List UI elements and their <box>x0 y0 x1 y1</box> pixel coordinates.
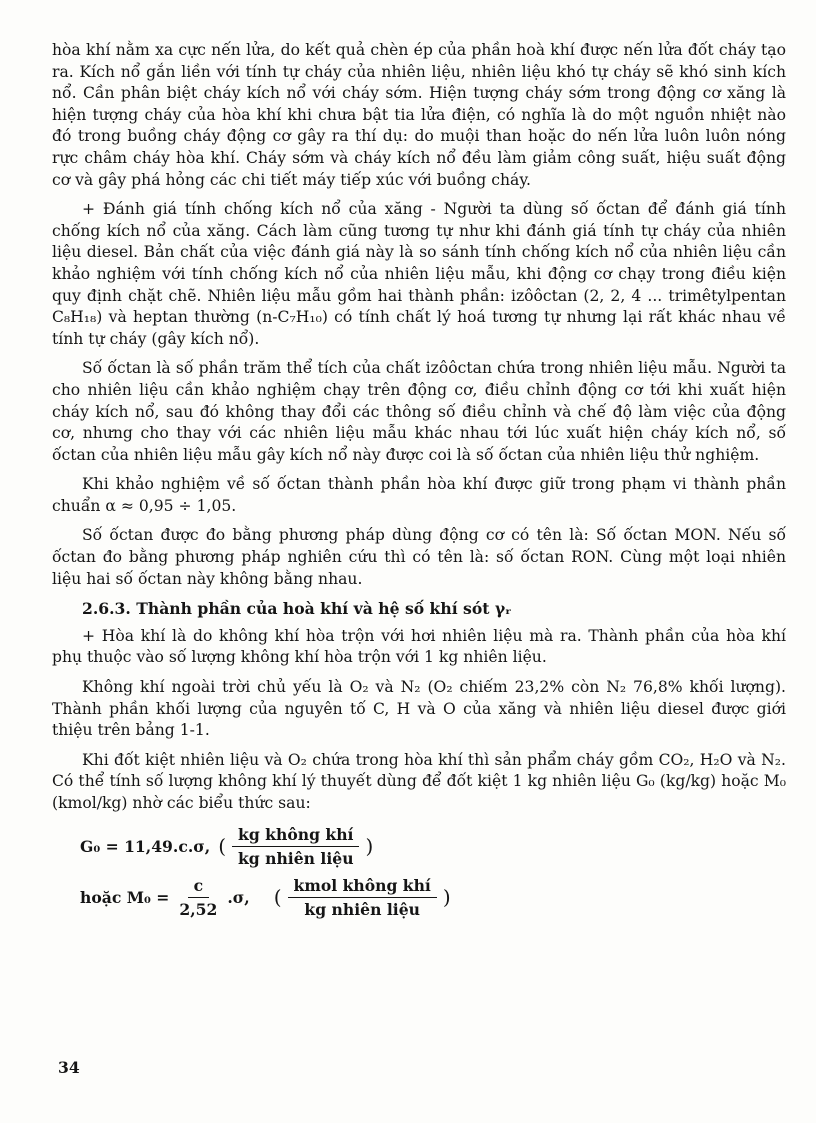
paragraph-test-mixture: Khi khảo nghiệm về số ốctan thành phần hòa khí được giữ trong phạm vi thành phần chuẩn α ≈ 0,95 ÷ 1,05. <box>52 475 786 515</box>
formula-m0-suffix: .σ, <box>227 887 250 907</box>
page-number: 34 <box>58 1058 80 1077</box>
formula-g0-open-paren: ( <box>218 834 226 859</box>
formula-g0-lhs: G₀ = 11,49.c.σ, <box>80 836 211 856</box>
formula-m0-denominator: 2,52 <box>179 899 218 919</box>
section-heading: 2.6.3. Thành phần của hoà khí và hệ số khí sót γᵣ <box>82 599 512 619</box>
paragraph-mixture-definition: + Hòa khí là do không khí hòa trộn với hơi nhiên liệu mà ra. Thành phần của hòa khí phụ thuộc vào số lượng không khí hòa trộn với 1 kg nhiên liệu. <box>52 626 786 667</box>
formula-m0 <box>80 876 786 919</box>
formula-m0-prefix: hoặc M₀ = <box>80 887 170 907</box>
paragraph-octane-evaluation: + Đánh giá tính chống kích nổ của xăng - Người ta dùng số ốctan để đánh giá tính chống kích nổ của xăng. Cách làm cũng tương tự như khi đánh giá tính tự cháy của nhiên liệu diesel. Bản chất của việc đánh giá này là so sánh tính chống kích nổ của nhiên liệu cần khảo nghiệm với tính chống kích nổ của nhiên liệu mẫu, khi động cơ chạy trong điều kiện quy định chặt chẽ. Nhiên liệu mẫu gồm hai thành phần: izôôctan (2, 2, 4 ... trimêtylpentan C₈H₁₈) và heptan thường (n-C₇H₁₀) có tính chất lý hoá tương tự nhưng lại rất khác nhau về tính tự cháy (gây kích nổ). <box>52 200 786 348</box>
paragraph-octane-definition: Số ốctan là số phần trăm thể tích của chất izôôctan chứa trong nhiên liệu mẫu. Người ta cho nhiên liệu cần khảo nghiệm chạy trên động cơ, điều chỉnh động cơ tới khi xuất hiện cháy kích nổ, sau đó không thay đổi các thông số điều chỉnh và chế độ làm việc của động cơ, nhưng cho thay với các nhiên liệu mẫu khác nhau tới lúc xuất hiện cháy kích nổ, số ốctan của nhiên liệu mẫu gây kích nổ này được coi là số ốctan của nhiên liệu thử nghiệm. <box>52 359 786 464</box>
paragraph-combustion-products: Khi đốt kiệt nhiên liệu và O₂ chứa trong hòa khí thì sản phẩm cháy gồm CO₂, H₂O và N₂. Có thể tính số lượng không khí lý thuyết dùng để đốt kiệt 1 kg nhiên liệu G₀ (kg/kg) hoặc M₀ (kmol/kg) nhờ các biểu thức sau: <box>52 750 786 812</box>
formula-g0-unit-denominator: kg nhiên liệu <box>238 848 354 868</box>
paragraph-knock-vs-preignition: hòa khí nằm xa cực nến lửa, do kết quả chèn ép của phần hoà khí được nến lửa đốt cháy tạo ra. Kích nổ gắn liền với tính tự cháy của nhiên liệu, nhiên liệu khó tự cháy sẽ khó sinh kích nổ. Cần phân biệt cháy kích nổ với cháy sớm. Hiện tượng cháy sớm trong động cơ xăng là hiện tượng cháy của hòa khí khi chưa bật tia lửa điện, có nghĩa là do một nguồn nhiệt nào đó trong buồng cháy động cơ gây ra thí dụ: do muội than hoặc do nến lửa luôn luôn nóng rực châm cháy hòa khí. Cháy sớm và cháy kích nổ đều làm giảm công suất, hiệu suất động cơ và gây phá hỏng các chi tiết máy tiếp xúc với buồng cháy. <box>52 41 786 189</box>
formula-m0-fraction <box>173 876 223 919</box>
formula-m0-open-paren: ( <box>273 885 282 910</box>
formula-m0-close-paren: ) <box>442 885 451 910</box>
formula-g0 <box>80 825 786 868</box>
formula-block <box>52 825 786 919</box>
paragraph-air-composition: Không khí ngoài trời chủ yếu là O₂ và N₂ (O₂ chiếm 23,2% còn N₂ 76,8% khối lượng). Thành phần khối lượng của nguyên tố C, H và O của xăng và nhiên liệu diesel được giới thiệu trên bảng 1-1. <box>52 678 786 740</box>
paragraph-mon-ron: Số ốctan được đo bằng phương pháp dùng động cơ có tên là: Số ốctan MON. Nếu số ốctan đo bằng phương pháp nghiên cứu thì có tên là: số ốctan RON. Cùng một loại nhiên liệu hai số ốctan này không bằng nhau. <box>52 526 786 588</box>
formula-m0-unit-denominator: kg nhiên liệu <box>304 899 420 919</box>
formula-m0-unit-fraction <box>288 876 437 919</box>
formula-g0-unit-numerator: kg không khí <box>232 825 359 847</box>
formula-g0-unit-fraction <box>232 825 360 868</box>
formula-m0-unit-numerator: kmol không khí <box>288 876 437 898</box>
formula-g0-close-paren: ) <box>365 834 374 859</box>
formula-m0-numerator: c <box>188 876 210 898</box>
